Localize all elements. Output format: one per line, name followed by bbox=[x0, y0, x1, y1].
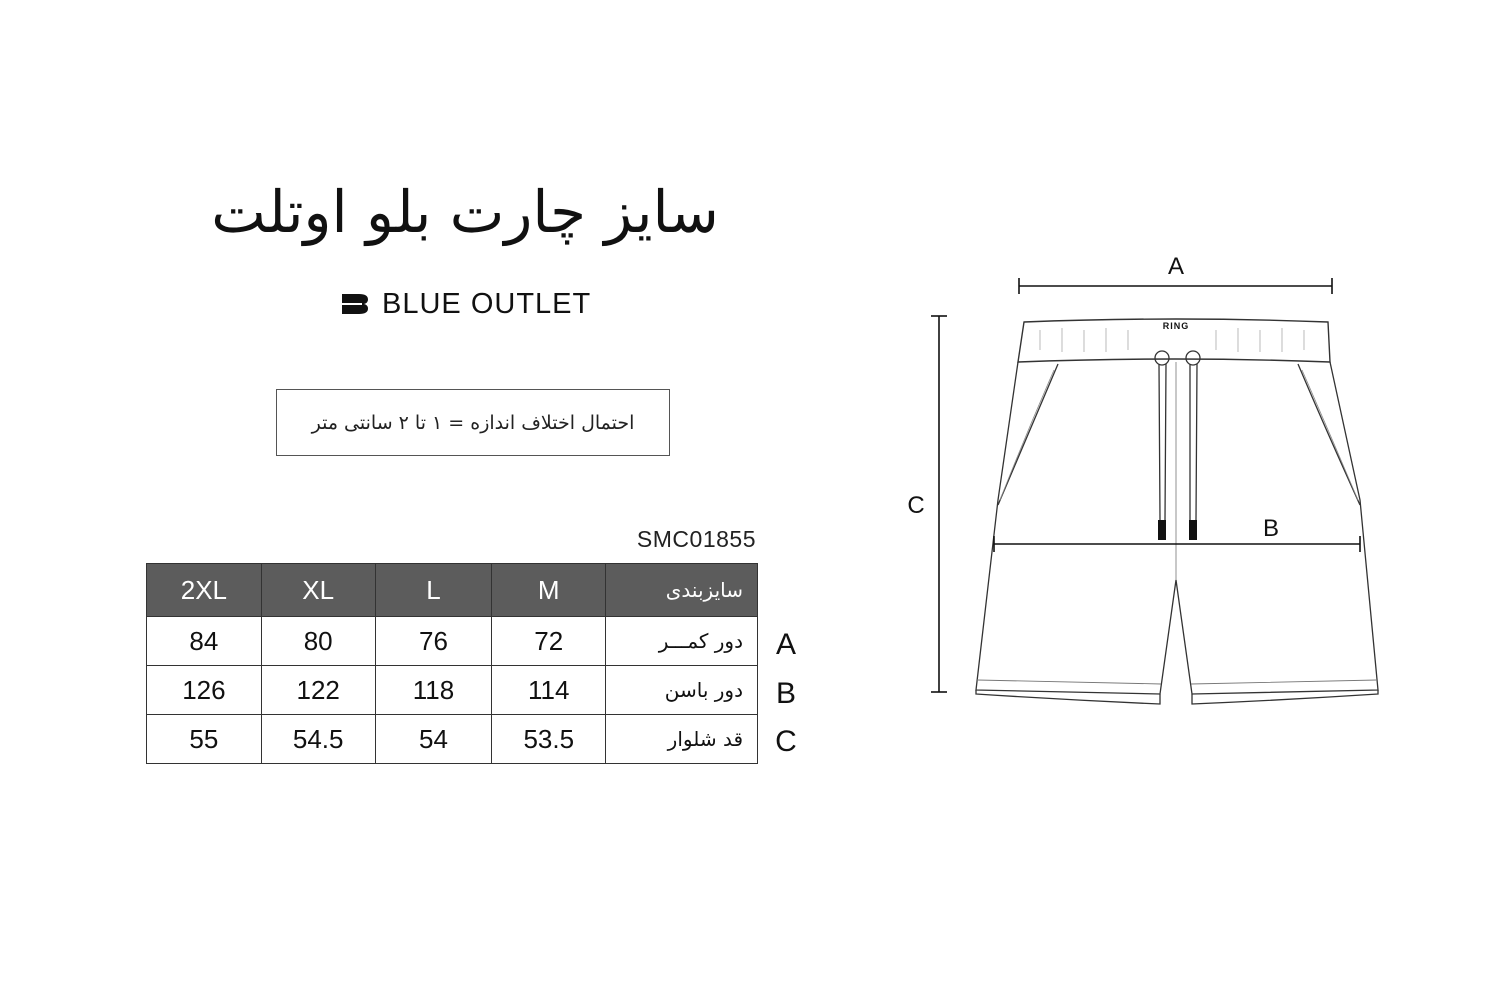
cell-value: 72 bbox=[492, 617, 606, 666]
brand-name: BLUE OUTLET bbox=[382, 287, 592, 320]
page-title: سایز چارت بلو اوتلت bbox=[211, 178, 719, 246]
row-letter-b: B bbox=[775, 676, 796, 710]
header-m: M bbox=[492, 564, 606, 617]
row-label: دور باسن bbox=[606, 666, 758, 715]
dimension-a bbox=[1019, 278, 1332, 294]
row-letters bbox=[770, 620, 802, 766]
table-row bbox=[147, 715, 758, 764]
dimension-b bbox=[994, 536, 1360, 552]
table-row bbox=[147, 666, 758, 715]
product-code: SMC01855 bbox=[636, 526, 756, 552]
table-row bbox=[147, 617, 758, 666]
row-label: قد شلوار bbox=[606, 715, 758, 764]
shorts-diagram bbox=[880, 240, 1400, 720]
dimension-b-label: B bbox=[1262, 515, 1280, 542]
drawstring-tip-right bbox=[1189, 520, 1197, 540]
waistband-brand-text: RING bbox=[1162, 321, 1190, 331]
shorts-outline bbox=[976, 319, 1378, 704]
cell-value: 122 bbox=[261, 666, 375, 715]
cell-value: 54.5 bbox=[261, 715, 375, 764]
header-xl: XL bbox=[261, 564, 375, 617]
dimension-a-label: A bbox=[1167, 253, 1185, 280]
header-2xl: 2XL bbox=[147, 564, 262, 617]
row-label: دور کمـــر bbox=[606, 617, 758, 666]
header-sizing: سایزبندی bbox=[606, 564, 758, 617]
cell-value: 54 bbox=[375, 715, 492, 764]
cell-value: 114 bbox=[492, 666, 606, 715]
cell-value: 118 bbox=[375, 666, 492, 715]
brand bbox=[340, 284, 591, 324]
row-letter-a: A bbox=[775, 628, 796, 661]
size-table bbox=[146, 563, 758, 764]
drawstring-tip-left bbox=[1158, 520, 1166, 540]
b-logo-icon bbox=[340, 292, 370, 316]
cell-value: 55 bbox=[147, 715, 262, 764]
dimension-c bbox=[931, 316, 947, 692]
tolerance-note-text: احتمال اختلاف اندازه = ۱ تا ۲ سانتی متر bbox=[311, 411, 635, 434]
dimension-c-label: C bbox=[907, 492, 925, 519]
header-l: L bbox=[375, 564, 492, 617]
cell-value: 80 bbox=[261, 617, 375, 666]
cell-value: 84 bbox=[147, 617, 262, 666]
tolerance-note bbox=[276, 389, 670, 456]
cell-value: 76 bbox=[375, 617, 492, 666]
row-letter-c: C bbox=[775, 725, 797, 758]
table-header-row bbox=[147, 564, 758, 617]
cell-value: 53.5 bbox=[492, 715, 606, 764]
cell-value: 126 bbox=[147, 666, 262, 715]
